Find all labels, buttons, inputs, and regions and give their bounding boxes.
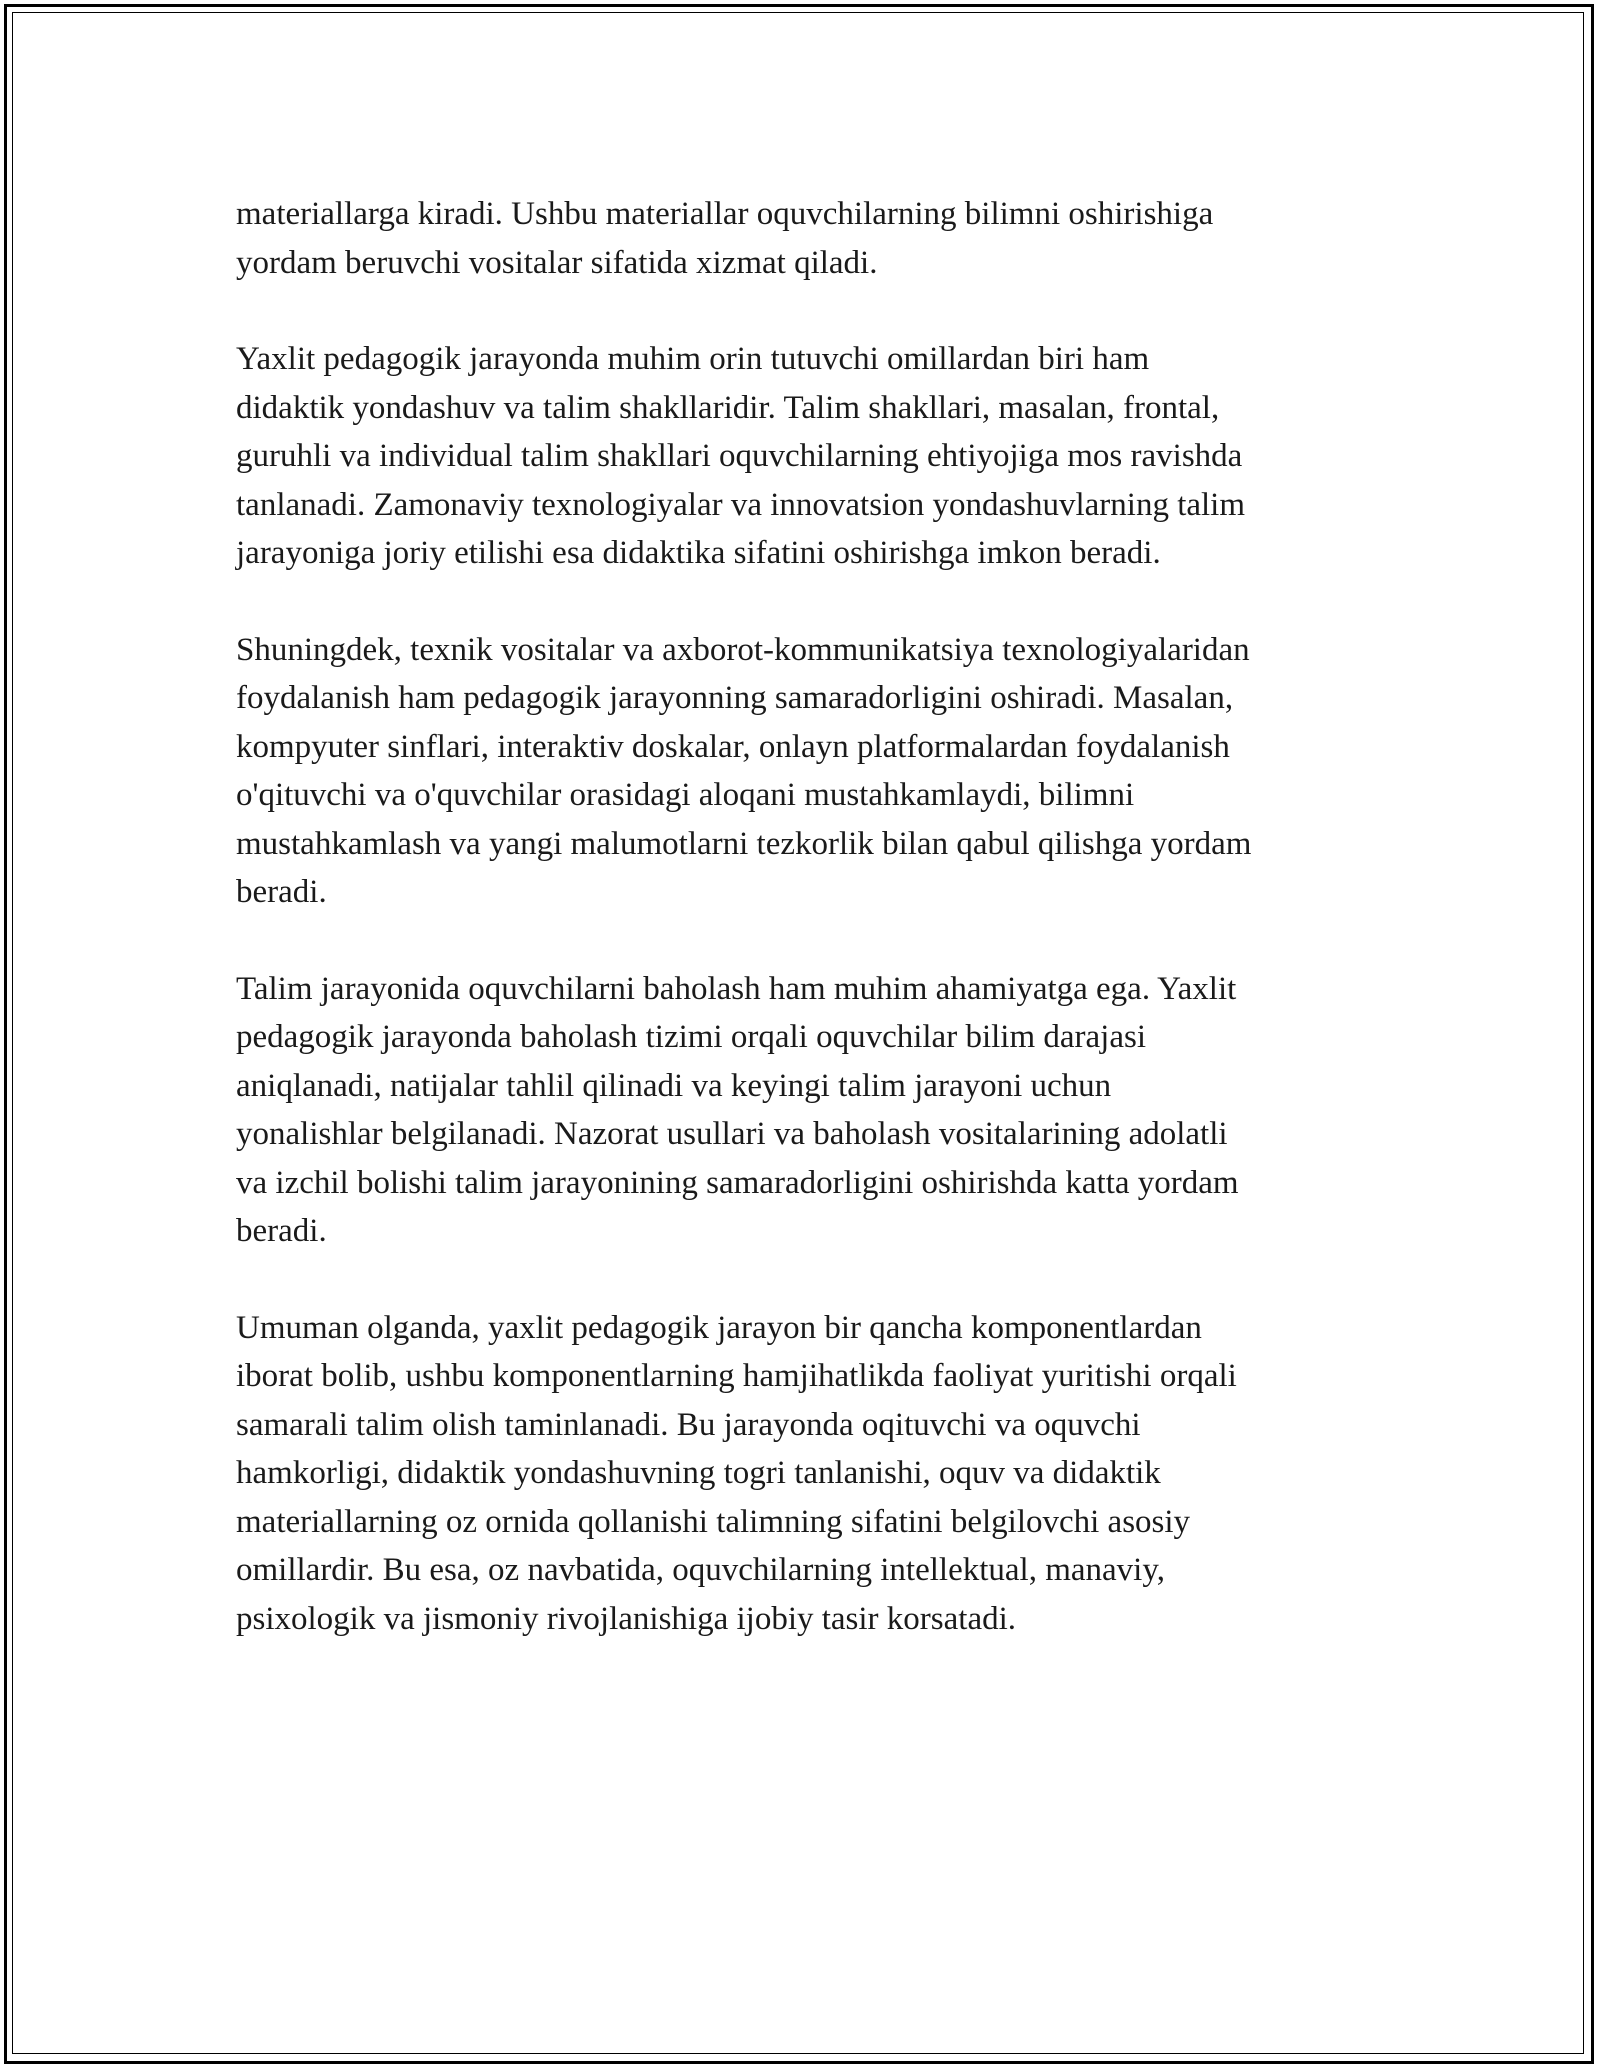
- paragraph-technical-tools: Shuningdek, texnik vositalar va axborot-kommunikatsiya texnologiyalaridan foydalanish ham pedagogik jarayonning samaradorligini oshiradi. Masalan, kompyuter sinflari, interaktiv doskalar, onlayn platformalardan foydalanish o'qituvchi va o'quvchilar orasidagi aloqani mustahkamlaydi, bilimni mustahkamlash va yangi malumotlarni tezkorlik bilan qabul qilishga yordam beradi.: [236, 631, 1252, 910]
- paragraph-conclusion: Umuman olganda, yaxlit pedagogik jarayon bir qancha komponentlardan iborat bolib, ushbu komponentlarning hamjihatlikda faoliyat yuritishi orqali samarali talim olish taminlanadi. Bu jarayonda oqituvchi va oquvchi hamkorligi, didaktik yondashuvning togri tanlanishi, oquv va didaktik materiallarning oz ornida qollanishi talimning sifatini belgilovchi asosiy omillardir. Bu esa, oz navbatida, oquvchilarning intellektual, manaviy, psixologik va jismoniy rivojlanishiga ijobiy tasir korsatadi.: [236, 1309, 1237, 1637]
- document-body: [236, 190, 1386, 1691]
- paragraph-didactic-approach: Yaxlit pedagogik jarayonda muhim orin tutuvchi omillardan biri ham didaktik yondashuv va talim shakllaridir. Talim shakllari, masalan, frontal, guruhli va individual talim shakllari oquvchilarning ehtiyojiga mos ravishda tanlanadi. Zamonaviy texnologiyalar va innovatsion yondashuvlarning talim jarayoniga joriy etilishi esa didaktika sifatini oshirishga imkon beradi.: [236, 341, 1246, 571]
- paragraph-assessment: Talim jarayonida oquvchilarni baholash ham muhim ahamiyatga ega. Yaxlit pedagogik jarayonda baholash tizimi orqali oquvchilar bilim darajasi aniqlanadi, natijalar tahlil qilinadi va keyingi talim jarayoni uchun yonalishlar belgilanadi. Nazorat usullari va baholash vositalarining adolatli va izchil bolishi talim jarayonining samaradorligini oshirishda katta yordam beradi.: [236, 970, 1239, 1249]
- paragraph-materials: materiallarga kiradi. Ushbu materiallar oquvchilarning bilimni oshirishiga yordam beruvchi vositalar sifatida xizmat qiladi.: [236, 196, 1214, 281]
